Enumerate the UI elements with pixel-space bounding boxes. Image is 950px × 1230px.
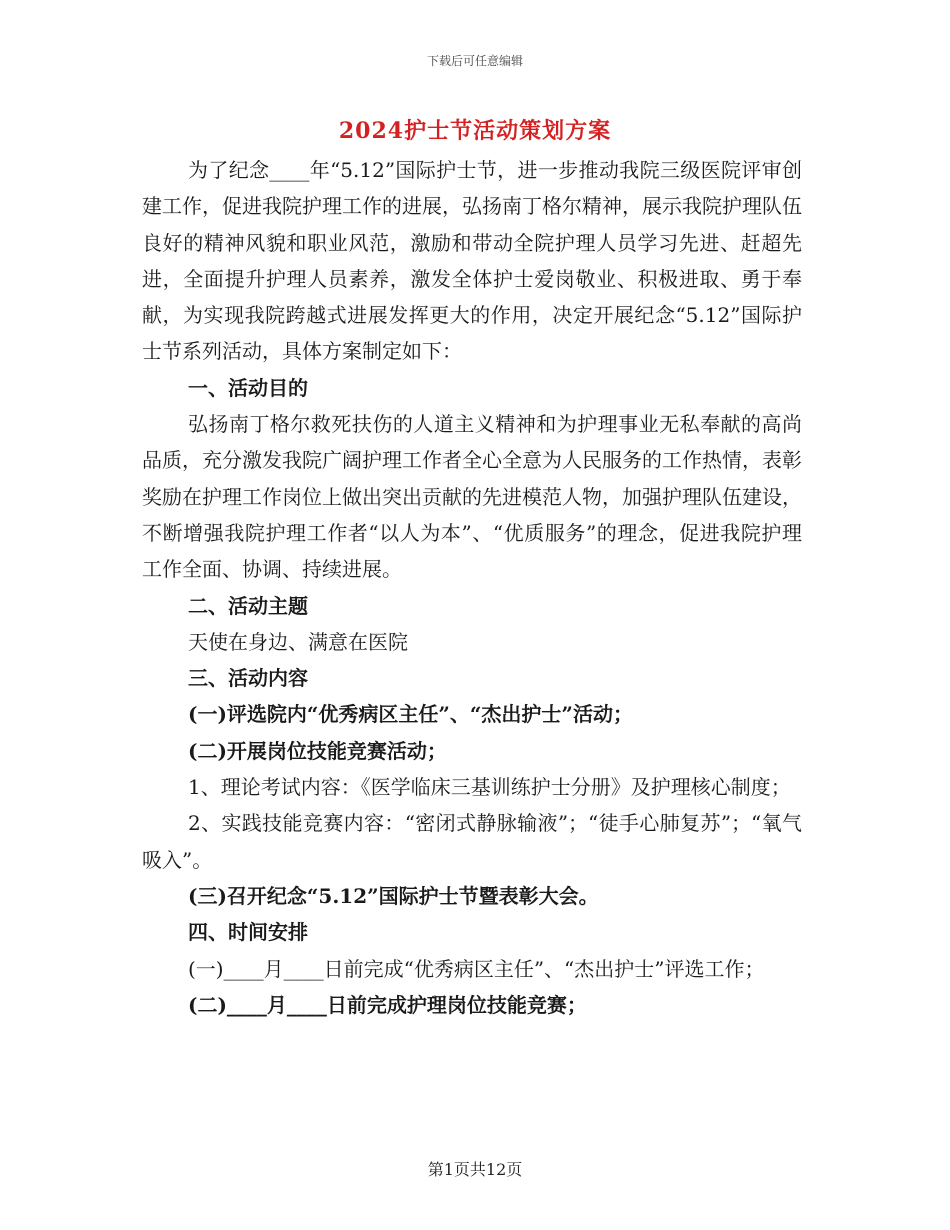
content-subitem-1: 1、理论考试内容：《医学临床三基训练护士分册》及护理核心制度； [188, 775, 791, 800]
document-title: 2024护士节活动策划方案 [338, 118, 612, 144]
page-footer: 第1页共12页 [427, 1160, 523, 1179]
purpose-paragraph: 弘扬南丁格尔救死扶伤的人道主义精神和为护理事业无私奉献的高尚品质，充分激发我院广阔护理工作者全心全意为人民服务的工作热情，表彰奖励在护理工作岗位上做出突出贡献的先进模范人物，加强护理队伍建设，不断增强我院护理工作者“以人为本”、“优质服务”的理念，促进我院护理工作全面、协调、持续进展。 [142, 412, 802, 582]
schedule-item-1: (一)____月____日前完成“优秀病区主任”、“杰出护士”评选工作； [188, 956, 765, 981]
section-heading-theme: 二、活动主题 [188, 593, 308, 618]
section-heading-purpose: 一、活动目的 [188, 375, 308, 400]
page-header: 下载后可任意编辑 [426, 54, 523, 68]
content-item-1: (一)评选院内“优秀病区主任”、“杰出护士”活动； [188, 702, 633, 727]
section-heading-schedule: 四、时间安排 [188, 920, 308, 945]
section-heading-content: 三、活动内容 [188, 666, 308, 691]
schedule-item-2: (二)____月____日前完成护理岗位技能竞赛； [188, 992, 587, 1017]
intro-paragraph: 为了纪念____年“5.12”国际护士节，进一步推动我院三级医院评审创建工作，促进我院护理工作的进展，弘扬南丁格尔精神，展示我院护理队伍良好的精神风貌和职业风范，激励和带动全院护理人员学习先进、赶超先进，全面提升护理人员素养，激发全体护士爱岗敬业、积极进取、勇于奉献，为实现我院跨越式进展发挥更大的作用，决定开展纪念“5.12”国际护士节系列活动，具体方案制定如下： [142, 158, 802, 364]
content-item-3: (三)召开纪念“5.12”国际护士节暨表彰大会。 [188, 883, 599, 908]
content-item-2: (二)开展岗位技能竞赛活动； [188, 738, 447, 763]
document-body [142, 152, 802, 1023]
theme-paragraph: 天使在身边、满意在医院 [188, 629, 408, 654]
content-subitem-2: 2、实践技能竞赛内容：“密闭式静脉输液”；“徒手心肺复苏”；“氧气吸入”。 [142, 811, 802, 872]
